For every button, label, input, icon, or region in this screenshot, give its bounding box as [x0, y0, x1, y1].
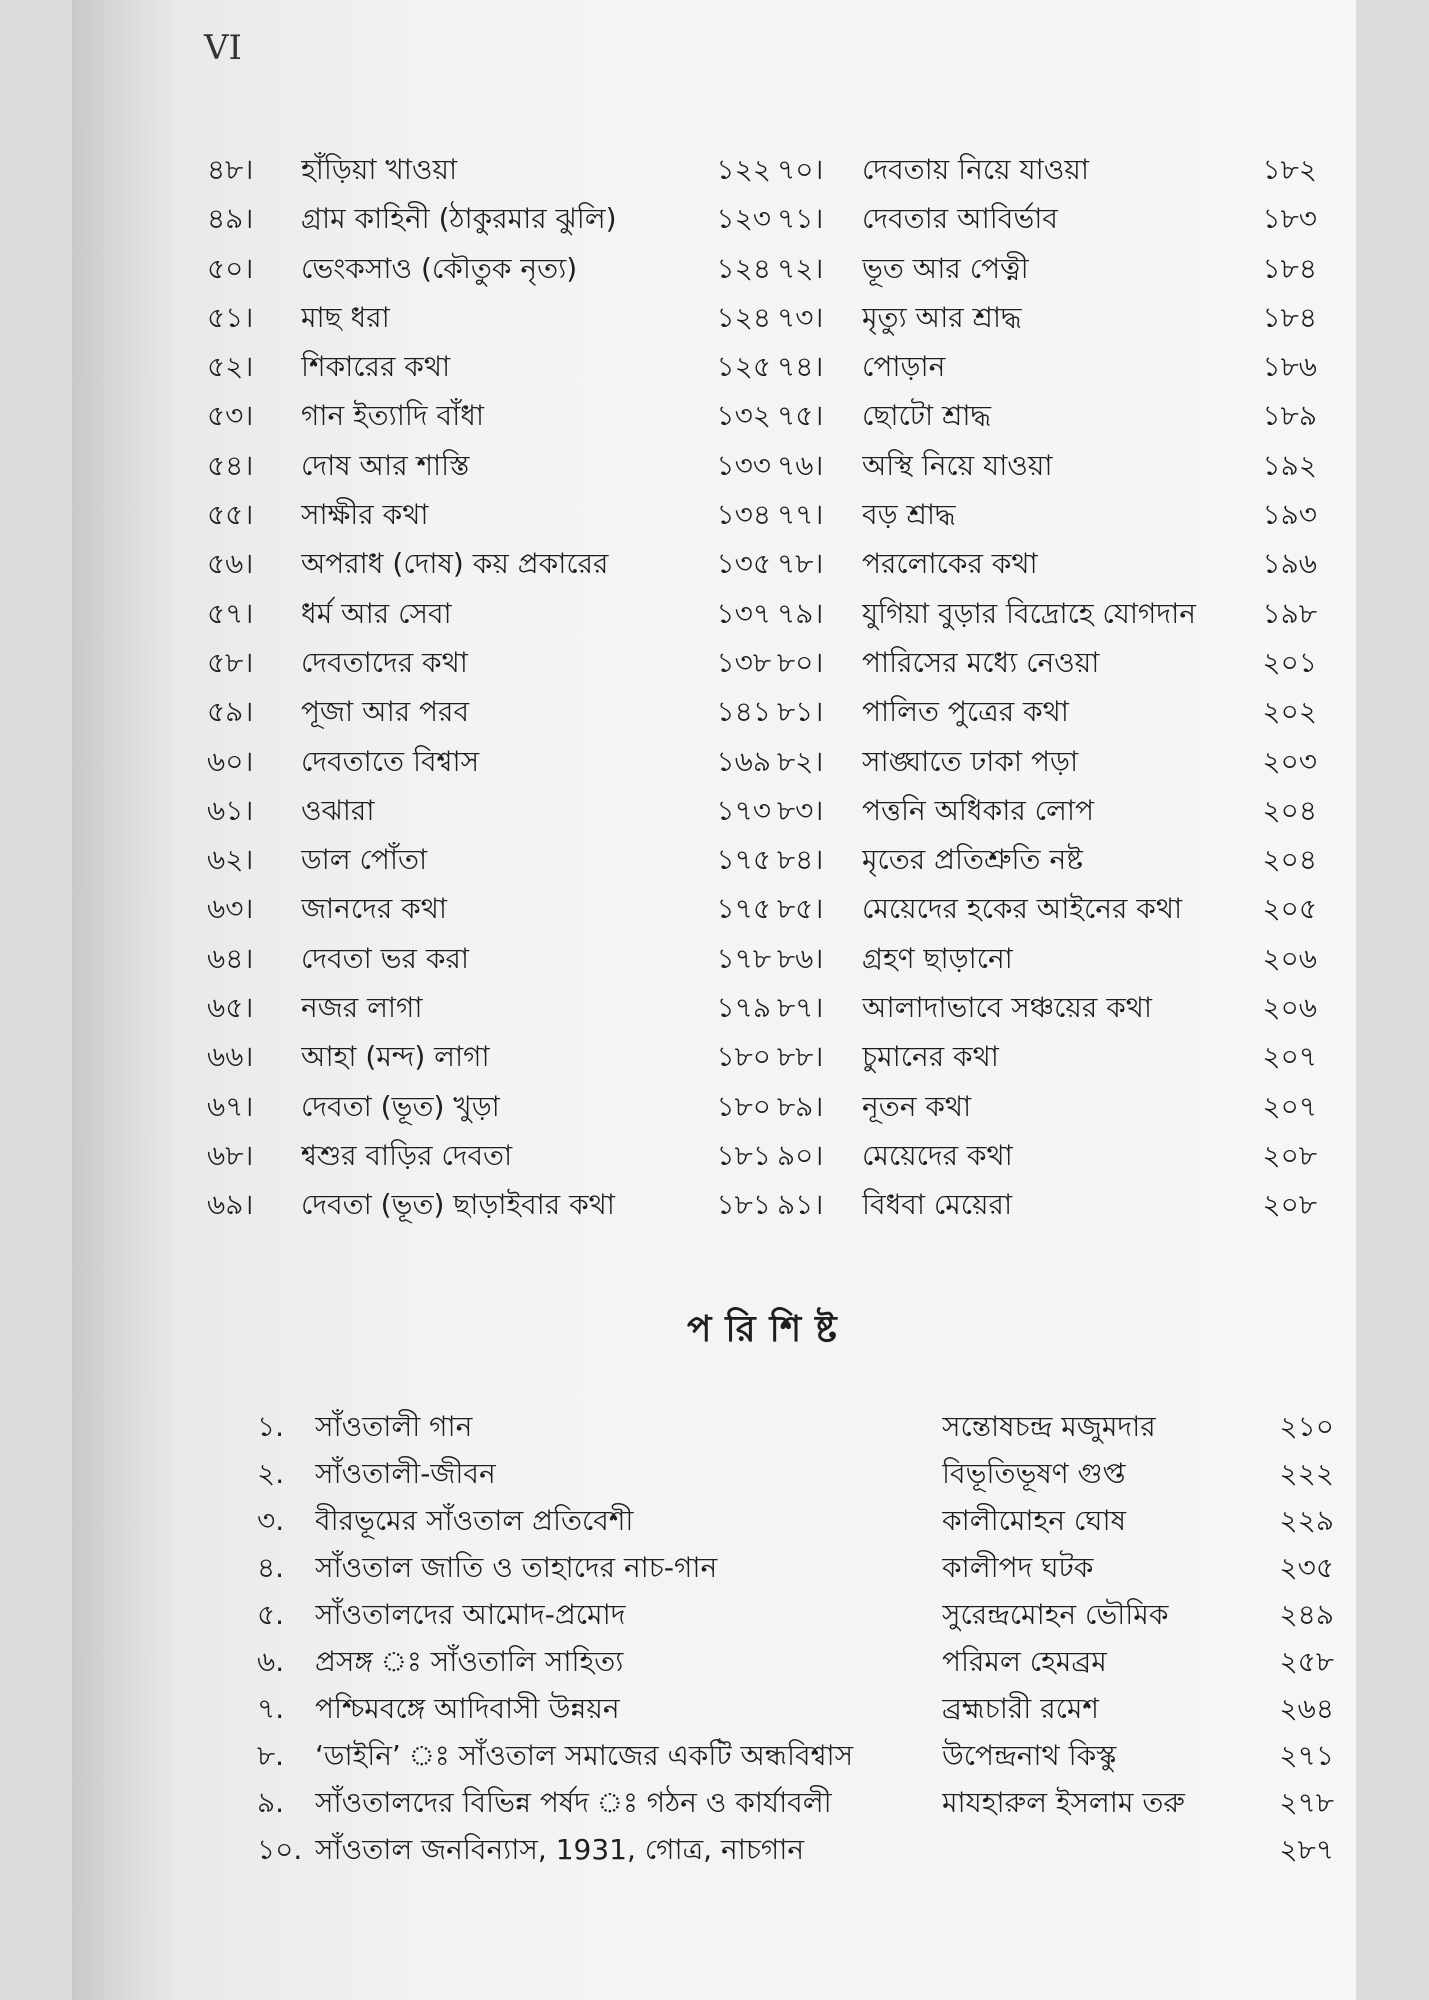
toc-entry [207, 740, 817, 789]
appendix-page: ২১০ [1279, 1410, 1334, 1443]
toc-entry-number: ৮৪। [777, 843, 824, 877]
toc-entry-page: ১২৪ [716, 300, 771, 334]
appendix-author-row [942, 1734, 1352, 1781]
page-label: VI [204, 28, 242, 68]
appendix-author-row [942, 1828, 1352, 1875]
appendix-entry [257, 1499, 957, 1546]
toc-entry-title: ধর্ম আর সেবা [301, 596, 452, 630]
toc-entry-title: দেবতাদের কথা [301, 645, 468, 679]
toc-entry-title: দেবতাতে বিশ্বাস [301, 744, 480, 778]
appendix-page: ২৮৭ [1279, 1833, 1334, 1866]
appendix-page: ২২৯ [1279, 1504, 1334, 1537]
toc-entry-title: মাছ ধরা [301, 300, 390, 334]
toc-entry-title: দেবতা ভর করা [301, 941, 469, 975]
toc-entry-page: ২০৫ [1262, 892, 1317, 926]
toc-entry [777, 247, 1357, 296]
toc-entry-page: ২০৭ [1262, 1089, 1317, 1123]
toc-entry-page: ১৭৯ [716, 991, 771, 1025]
book-page [72, 0, 1356, 2000]
appendix-entry-title: প্রসঙ্গ ঃ সাঁওতালি সাহিত্য [315, 1645, 624, 1678]
toc-entry [777, 1035, 1357, 1084]
toc-entry-page: ১৯২ [1262, 448, 1317, 482]
toc-entry [777, 641, 1357, 690]
toc-entry-title: সাক্ষীর কথা [301, 498, 429, 532]
toc-entry-page: ১২৫ [716, 350, 771, 384]
appendix-entry-title: বীরভূমের সাঁওতাল প্রতিবেশী [315, 1504, 634, 1537]
toc-entry-number: ৫৬। [207, 547, 254, 581]
appendix-author-row [942, 1593, 1352, 1640]
appendix-entry-number: ২. [257, 1457, 285, 1490]
toc-entry-number: ৬৭। [207, 1089, 254, 1123]
toc-entry [207, 1035, 817, 1084]
toc-entry-number: ৭৪। [777, 350, 824, 384]
toc-entry-page: ১৩৪ [716, 498, 771, 532]
toc-entry-page: ২০২ [1262, 695, 1317, 729]
toc-entry-number: ৮১। [777, 695, 824, 729]
toc-entry-number: ৮৭। [777, 991, 824, 1025]
toc-entry [207, 641, 817, 690]
appendix-entry-title: সাঁওতালদের বিভিন্ন পর্ষদ ঃ গঠন ও কার্যাবলী [315, 1786, 832, 1819]
toc-entry-title: ছোটো শ্রাদ্ধ [862, 399, 991, 433]
appendix-entry [257, 1593, 957, 1640]
toc-entry-page: ২০৩ [1262, 744, 1317, 778]
toc-entry-number: ৬১। [207, 793, 254, 827]
toc-entry-title: গান ইত্যাদি বাঁধা [301, 399, 485, 433]
toc-entry-title: ভূত আর পেত্নী [862, 251, 1029, 285]
toc-entry-title: দেবতার আবির্ভাব [862, 202, 1058, 236]
toc-entry-number: ৮৯। [777, 1089, 824, 1123]
appendix-entry [257, 1734, 957, 1781]
toc-entry [777, 838, 1357, 887]
appendix-titles-column [257, 1405, 957, 1875]
appendix-page: ২৫৮ [1279, 1645, 1334, 1678]
toc-entry-page: ১৮০ [716, 1089, 771, 1123]
toc-entry-number: ৭৩। [777, 300, 824, 334]
toc-entry-title: পালিত পুত্রের কথা [862, 695, 1069, 729]
toc-entry [777, 740, 1357, 789]
toc-entry-number: ৮২। [777, 744, 824, 778]
toc-entry-page: ১৩৮ [716, 645, 771, 679]
appendix-entry-title: পশ্চিমবঙ্গে আদিবাসী উন্নয়ন [315, 1692, 620, 1725]
toc-entry-title: বড় শ্রাদ্ধ [862, 498, 956, 532]
toc-entry-page: ১৩২ [716, 399, 771, 433]
toc-entry-title: ডাল পোঁতা [301, 843, 428, 877]
toc-entry [207, 394, 817, 443]
toc-entry-page: ১৭৫ [716, 892, 771, 926]
toc-entry [207, 542, 817, 591]
toc-entry-page: ১৮৯ [1262, 399, 1317, 433]
toc-entry-number: ৭৮। [777, 547, 824, 581]
toc-entry-number: ৭১। [777, 202, 824, 236]
toc-entry [207, 1134, 817, 1183]
appendix-author: সুরেন্দ্রমোহন ভৌমিক [942, 1598, 1169, 1631]
appendix-entry [257, 1640, 957, 1687]
toc-entry-page: ২০৮ [1262, 1138, 1317, 1172]
toc-entry-page: ১৭৩ [716, 793, 771, 827]
appendix-author: সন্তোষচন্দ্র মজুমদার [942, 1410, 1156, 1443]
toc-entry-number: ৯১। [777, 1188, 824, 1222]
toc-entry [207, 838, 817, 887]
toc-entry-page: ২০১ [1262, 645, 1317, 679]
toc-entry [777, 493, 1357, 542]
toc-entry [777, 345, 1357, 394]
toc-entry [777, 690, 1357, 739]
toc-entry-title: দেবতায় নিয়ে যাওয়া [862, 153, 1090, 186]
appendix-entry-title: সাঁওতালী-জীবন [315, 1457, 496, 1490]
toc-entry [207, 1085, 817, 1134]
toc-entry-number: ৭৬। [777, 448, 824, 482]
toc-entry-number: ৫২। [207, 350, 254, 384]
toc-entry-title: হাঁড়িয়া খাওয়া [301, 153, 458, 186]
appendix-entry [257, 1828, 957, 1875]
toc-entry-number: ৫৯। [207, 695, 254, 729]
appendix-entry [257, 1546, 957, 1593]
toc-entry-title: গ্রাম কাহিনী (ঠাকুরমার ঝুলি) [301, 202, 617, 236]
toc-entry-page: ১৮১ [716, 1188, 771, 1222]
toc-entry-number: ৬৪। [207, 941, 254, 975]
toc-entry-page: ১৮১ [716, 1138, 771, 1172]
appendix-page: ২৭১ [1279, 1739, 1334, 1772]
toc-entry-number: ৬৮। [207, 1138, 254, 1172]
toc-entry [777, 887, 1357, 936]
toc-entry-number: ৬৯। [207, 1188, 254, 1222]
toc-entry-page: ১৮২ [1262, 153, 1317, 186]
toc-entry-title: ওঝারা [301, 793, 375, 827]
appendix-entry-number: ৫. [257, 1598, 285, 1631]
appendix-entry-number: ৩. [257, 1504, 285, 1537]
toc-entry-number: ৬০। [207, 744, 254, 778]
toc-entry-page: ২০৬ [1262, 991, 1317, 1025]
toc-entry-number: ৮০। [777, 645, 824, 679]
appendix-entry [257, 1405, 957, 1452]
toc-entry-number: ৭০। [777, 153, 824, 186]
appendix-page: ২৩৫ [1279, 1551, 1334, 1584]
toc-entry-page: ১৭৫ [716, 843, 771, 877]
toc-entry-title: মেয়েদের হকের আইনের কথা [862, 892, 1183, 926]
toc-entry-page: ১৯৩ [1262, 498, 1317, 532]
toc-entry-number: ৫৭। [207, 596, 254, 630]
appendix-page: ২৬৪ [1279, 1692, 1334, 1725]
appendix-entry-number: ৯. [257, 1786, 285, 1819]
appendix-entry-title: ‘ডাইনি’ ঃ সাঁওতাল সমাজের একটি অন্ধবিশ্বাস [315, 1739, 854, 1772]
appendix-entry [257, 1781, 957, 1828]
appendix-entry-title: সাঁওতাল জাতি ও তাহাদের নাচ-গান [315, 1551, 718, 1584]
appendix-author-row [942, 1499, 1352, 1546]
toc-entry-number: ৬৩। [207, 892, 254, 926]
toc-entry-number: ৮৮। [777, 1040, 824, 1074]
toc-entry-page: ১৮৪ [1262, 251, 1317, 285]
toc-entry [207, 247, 817, 296]
toc-entry [207, 296, 817, 345]
toc-entry-page: ১৪১ [716, 695, 771, 729]
toc-entry [777, 197, 1357, 246]
toc-entry-page: ১৩৩ [716, 448, 771, 482]
appendix-page: ২৭৮ [1279, 1786, 1334, 1819]
toc-entry-page: ১২২ [716, 153, 771, 186]
toc-entry-page: ২০৮ [1262, 1188, 1317, 1222]
toc-entry-page: ১৯৮ [1262, 596, 1317, 630]
toc-entry-number: ৪৮। [207, 153, 254, 186]
toc-entry [777, 444, 1357, 493]
toc-entry-number: ৭৫। [777, 399, 824, 433]
toc-entry-number: ৮৩। [777, 793, 824, 827]
toc-entry-page: ১৮৬ [1262, 350, 1317, 384]
toc-entry-number: ৬৫। [207, 991, 254, 1025]
toc-entry-title: দোষ আর শাস্তি [301, 448, 470, 482]
toc-entry [207, 345, 817, 394]
toc-entry-title: ভেংকসাও (কৌতুক নৃত্য) [301, 251, 578, 285]
toc-entry-title: জানদের কথা [301, 892, 447, 926]
toc-entry-number: ৬২। [207, 843, 254, 877]
toc-entry-number: ৮৫। [777, 892, 824, 926]
toc-entry [777, 986, 1357, 1035]
appendix-entry-title: সাঁওতাল জনবিন্যাস, 1931, গোত্র, নাচগান [315, 1833, 805, 1866]
appendix-author-row [942, 1546, 1352, 1593]
toc-entry-page: ১৮৩ [1262, 202, 1317, 236]
toc-entry [207, 592, 817, 641]
toc-entry-title: পূজা আর পরব [301, 695, 470, 729]
toc-entry [777, 542, 1357, 591]
toc-entry-page: ১৭৮ [716, 941, 771, 975]
toc-entry-title: পরলোকের কথা [862, 547, 1038, 581]
toc-entry-page: ১২৪ [716, 251, 771, 285]
toc-entry-title: বিধবা মেয়েরা [862, 1188, 1013, 1222]
toc-entry-title: নজর লাগা [301, 991, 423, 1025]
toc-entry-title: শ্বশুর বাড়ির দেবতা [301, 1138, 513, 1172]
appendix-author-row [942, 1687, 1352, 1734]
toc-entry-title: আলাদাভাবে সঞ্চয়ের কথা [862, 991, 1153, 1025]
toc-left-column [207, 148, 817, 1233]
appendix-author: উপেন্দ্রনাথ কিস্কু [942, 1739, 1117, 1772]
appendix-entry [257, 1452, 957, 1499]
appendix-author: মাযহারুল ইসলাম তরু [942, 1786, 1185, 1819]
appendix-author: পরিমল হেমব্রম [942, 1645, 1107, 1678]
toc-entry [207, 690, 817, 739]
appendix-entry-number: ৭. [257, 1692, 285, 1725]
toc-entry-page: ১৬৯ [716, 744, 771, 778]
toc-entry-title: দেবতা (ভূত) খুড়া [301, 1089, 500, 1123]
toc-entry-number: ৪৯। [207, 202, 254, 236]
toc-entry-number: ৯০। [777, 1138, 824, 1172]
toc-entry [777, 1134, 1357, 1183]
appendix-entry-title: সাঁওতালদের আমোদ-প্রমোদ [315, 1598, 626, 1631]
toc-entry-page: ১২৩ [716, 202, 771, 236]
appendix-entry-number: ৬. [257, 1645, 285, 1678]
toc-entry [777, 789, 1357, 838]
toc-entry-title: পোড়ান [862, 350, 946, 384]
appendix-heading: পরিশিষ্ট [687, 1309, 851, 1350]
toc-entry-page: ১৮০ [716, 1040, 771, 1074]
toc-entry-page: ১৩৫ [716, 547, 771, 581]
toc-entry-title: সাঙ্ঘাতে ঢাকা পড়া [862, 744, 1079, 778]
toc-entry-title: মৃতের প্রতিশ্রুতি নষ্ট [862, 843, 1083, 877]
toc-right-column [777, 148, 1357, 1233]
toc-entry-title: দেবতা (ভূত) ছাড়াইবার কথা [301, 1188, 615, 1222]
toc-entry [777, 592, 1357, 641]
toc-entry [777, 1085, 1357, 1134]
toc-entry [207, 197, 817, 246]
toc-entry-title: পত্তনি অধিকার লোপ [862, 793, 1094, 827]
appendix-authors-column [942, 1405, 1352, 1875]
toc-entry-number: ৭৯। [777, 596, 824, 630]
toc-entry [207, 1183, 817, 1232]
toc-entry-title: যুগিয়া বুড়ার বিদ্রোহে যোগদান [862, 596, 1196, 630]
appendix-author: কালীপদ ঘটক [942, 1551, 1094, 1584]
toc-entry-number: ৫৫। [207, 498, 254, 532]
toc-entry-number: ৫৪। [207, 448, 254, 482]
appendix-entry [257, 1687, 957, 1734]
toc-entry [207, 444, 817, 493]
appendix-author-row [942, 1640, 1352, 1687]
toc-entry [207, 148, 817, 197]
appendix-entry-number: ৮. [257, 1739, 285, 1772]
toc-entry-title: পারিসের মধ্যে নেওয়া [862, 645, 1100, 679]
toc-entry [777, 148, 1357, 197]
appendix-author-row [942, 1781, 1352, 1828]
appendix-author: ব্রহ্মচারী রমেশ [942, 1692, 1099, 1725]
toc-entry-number: ৭৭। [777, 498, 824, 532]
toc-entry [207, 493, 817, 542]
toc-entry [207, 789, 817, 838]
appendix-author: কালীমোহন ঘোষ [942, 1504, 1127, 1537]
toc-entry [777, 1183, 1357, 1232]
toc-entry-number: ৫১। [207, 300, 254, 334]
appendix-page: ২৪৯ [1279, 1598, 1334, 1631]
appendix-author-row [942, 1405, 1352, 1452]
toc-entry-title: মেয়েদের কথা [862, 1138, 1013, 1172]
toc-entry-title: শিকারের কথা [301, 350, 451, 384]
toc-entry-title: মৃত্যু আর শ্রাদ্ধ [862, 300, 1022, 334]
appendix-entry-number: ৪. [257, 1551, 285, 1584]
toc-entry [777, 296, 1357, 345]
appendix-entry-number: ১. [257, 1410, 285, 1443]
toc-entry-number: ৭২। [777, 251, 824, 285]
toc-entry-title: আহা (মন্দ) লাগা [301, 1040, 490, 1074]
appendix-page: ২২২ [1279, 1457, 1334, 1490]
toc-entry-number: ৫৮। [207, 645, 254, 679]
toc-entry-title: চুমানের কথা [862, 1040, 999, 1074]
toc-entry-number: ৫০। [207, 251, 254, 285]
toc-entry-number: ৮৬। [777, 941, 824, 975]
toc-entry-page: ১৩৭ [716, 596, 771, 630]
toc-entry [777, 937, 1357, 986]
toc-entry-page: ১৮৪ [1262, 300, 1317, 334]
toc-entry-number: ৬৬। [207, 1040, 254, 1074]
toc-entry-number: ৫৩। [207, 399, 254, 433]
appendix-entry-number: ১০. [257, 1833, 303, 1866]
toc-entry-page: ১৯৬ [1262, 547, 1317, 581]
toc-entry-title: অস্থি নিয়ে যাওয়া [862, 448, 1053, 482]
toc-entry-page: ২০৬ [1262, 941, 1317, 975]
toc-entry [207, 937, 817, 986]
toc-entry-page: ২০৭ [1262, 1040, 1317, 1074]
appendix-author-row [942, 1452, 1352, 1499]
appendix-entry-title: সাঁওতালী গান [315, 1410, 473, 1443]
toc-entry-page: ২০৪ [1262, 793, 1317, 827]
toc-entry-title: অপরাধ (দোষ) কয় প্রকারের [301, 547, 609, 581]
toc-entry [207, 887, 817, 936]
toc-entry [207, 986, 817, 1035]
appendix-author: বিভূতিভূষণ গুপ্ত [942, 1457, 1126, 1490]
toc-entry-title: গ্রহণ ছাড়ানো [862, 941, 1013, 975]
toc-entry-page: ২০৪ [1262, 843, 1317, 877]
toc-entry [777, 394, 1357, 443]
toc-entry-title: নূতন কথা [862, 1089, 972, 1123]
